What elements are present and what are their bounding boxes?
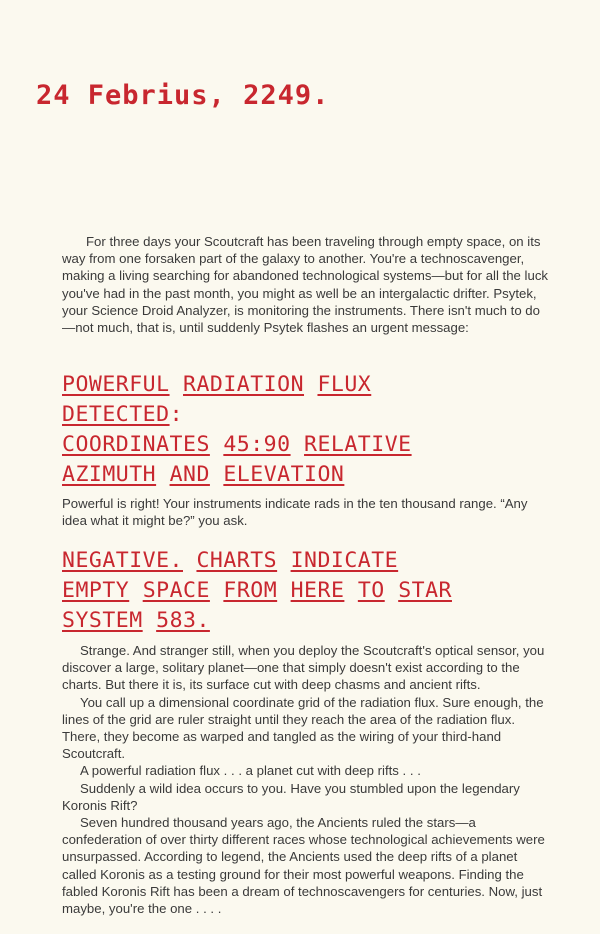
message-word: 45:90 bbox=[223, 432, 291, 457]
message-word: DETECTED bbox=[62, 402, 170, 427]
message-word: INDICATE bbox=[290, 548, 399, 573]
computer-message-radiation bbox=[62, 370, 412, 490]
story-paragraph: Suddenly a wild idea occurs to you. Have you stumbled upon the legendary Koronis Rift? bbox=[62, 780, 520, 813]
message-word: POWERFUL bbox=[62, 372, 170, 397]
message-word: SPACE bbox=[142, 578, 210, 603]
message-line bbox=[62, 576, 452, 606]
message-word: AND bbox=[169, 462, 210, 487]
intro-paragraph bbox=[62, 233, 548, 336]
message-word: 583. bbox=[156, 608, 210, 633]
intro-text: For three days your Scoutcraft has been traveling through empty space, on its way from one forsaken part of the galaxy to another. You're a technoscavenger, making a living searching for abandoned technological systems—but for all the luck you've had in the past month, you might as well be an intergalactic drifter. Psytek, your Science Droid Analyzer, is monitoring the instruments. There isn't much to do—not much, that is, until suddenly Psytek flashes an urgent message: bbox=[62, 234, 549, 336]
story-paragraph: You call up a dimensional coordinate grid of the radiation flux. Sure enough, the lines of the grid are ruler straight until they reach the area of the radiation flux. There, they become as warped and tangled as the wiring of your third-hand Scoutcraft. bbox=[62, 694, 544, 762]
reply-paragraph: Powerful is right! Your instruments indicate rads in the ten thousand range. “Any idea what it might be?” you ask. bbox=[62, 496, 528, 529]
message-word: SYSTEM bbox=[62, 608, 143, 633]
message-line bbox=[62, 460, 412, 490]
message-word: TO bbox=[357, 578, 385, 603]
computer-message-negative bbox=[62, 546, 452, 636]
message-word: RADIATION bbox=[183, 372, 305, 397]
message-word: RELATIVE bbox=[304, 432, 412, 457]
message-word: CHARTS bbox=[196, 548, 278, 573]
story-section bbox=[62, 642, 548, 917]
message-word: NEGATIVE. bbox=[62, 548, 183, 573]
message-line bbox=[62, 606, 452, 636]
message-word: FLUX bbox=[317, 372, 372, 397]
message-punct: : bbox=[169, 402, 184, 427]
date-heading: 24 Febrius, 2249. bbox=[36, 80, 330, 111]
message-line bbox=[62, 430, 412, 460]
message-word: STAR bbox=[398, 578, 452, 603]
story-paragraph: A powerful radiation flux . . . a planet cut with deep rifts . . . bbox=[80, 763, 421, 779]
story-paragraph: Seven hundred thousand years ago, the Ancients ruled the stars—a confederation of over thirty different races whose technological achievements were unsurpassed. According to legend, the Ancients used the deep rifts of a planet called Koronis as a testing ground for their most powerful weapons. Finding the fabled Koronis Rift has been a dream of technoscavengers for centuries. Now, just maybe, you're the one . . . . bbox=[62, 815, 545, 917]
story-paragraph: Strange. And stranger still, when you deploy the Scoutcraft's optical sensor, you discover a large, solitary planet—one that simply doesn't exist according to the charts. But there it is, its surface cut with deep chasms and ancient rifts. bbox=[62, 643, 545, 693]
message-word: AZIMUTH bbox=[62, 462, 157, 487]
message-line bbox=[62, 370, 412, 400]
message-line bbox=[62, 546, 452, 576]
message-word: EMPTY bbox=[62, 578, 130, 603]
message-word: COORDINATES bbox=[62, 432, 210, 457]
message-word: FROM bbox=[223, 578, 278, 603]
message-word: ELEVATION bbox=[223, 462, 345, 487]
message-word: HERE bbox=[290, 578, 345, 603]
message-line bbox=[62, 400, 412, 430]
